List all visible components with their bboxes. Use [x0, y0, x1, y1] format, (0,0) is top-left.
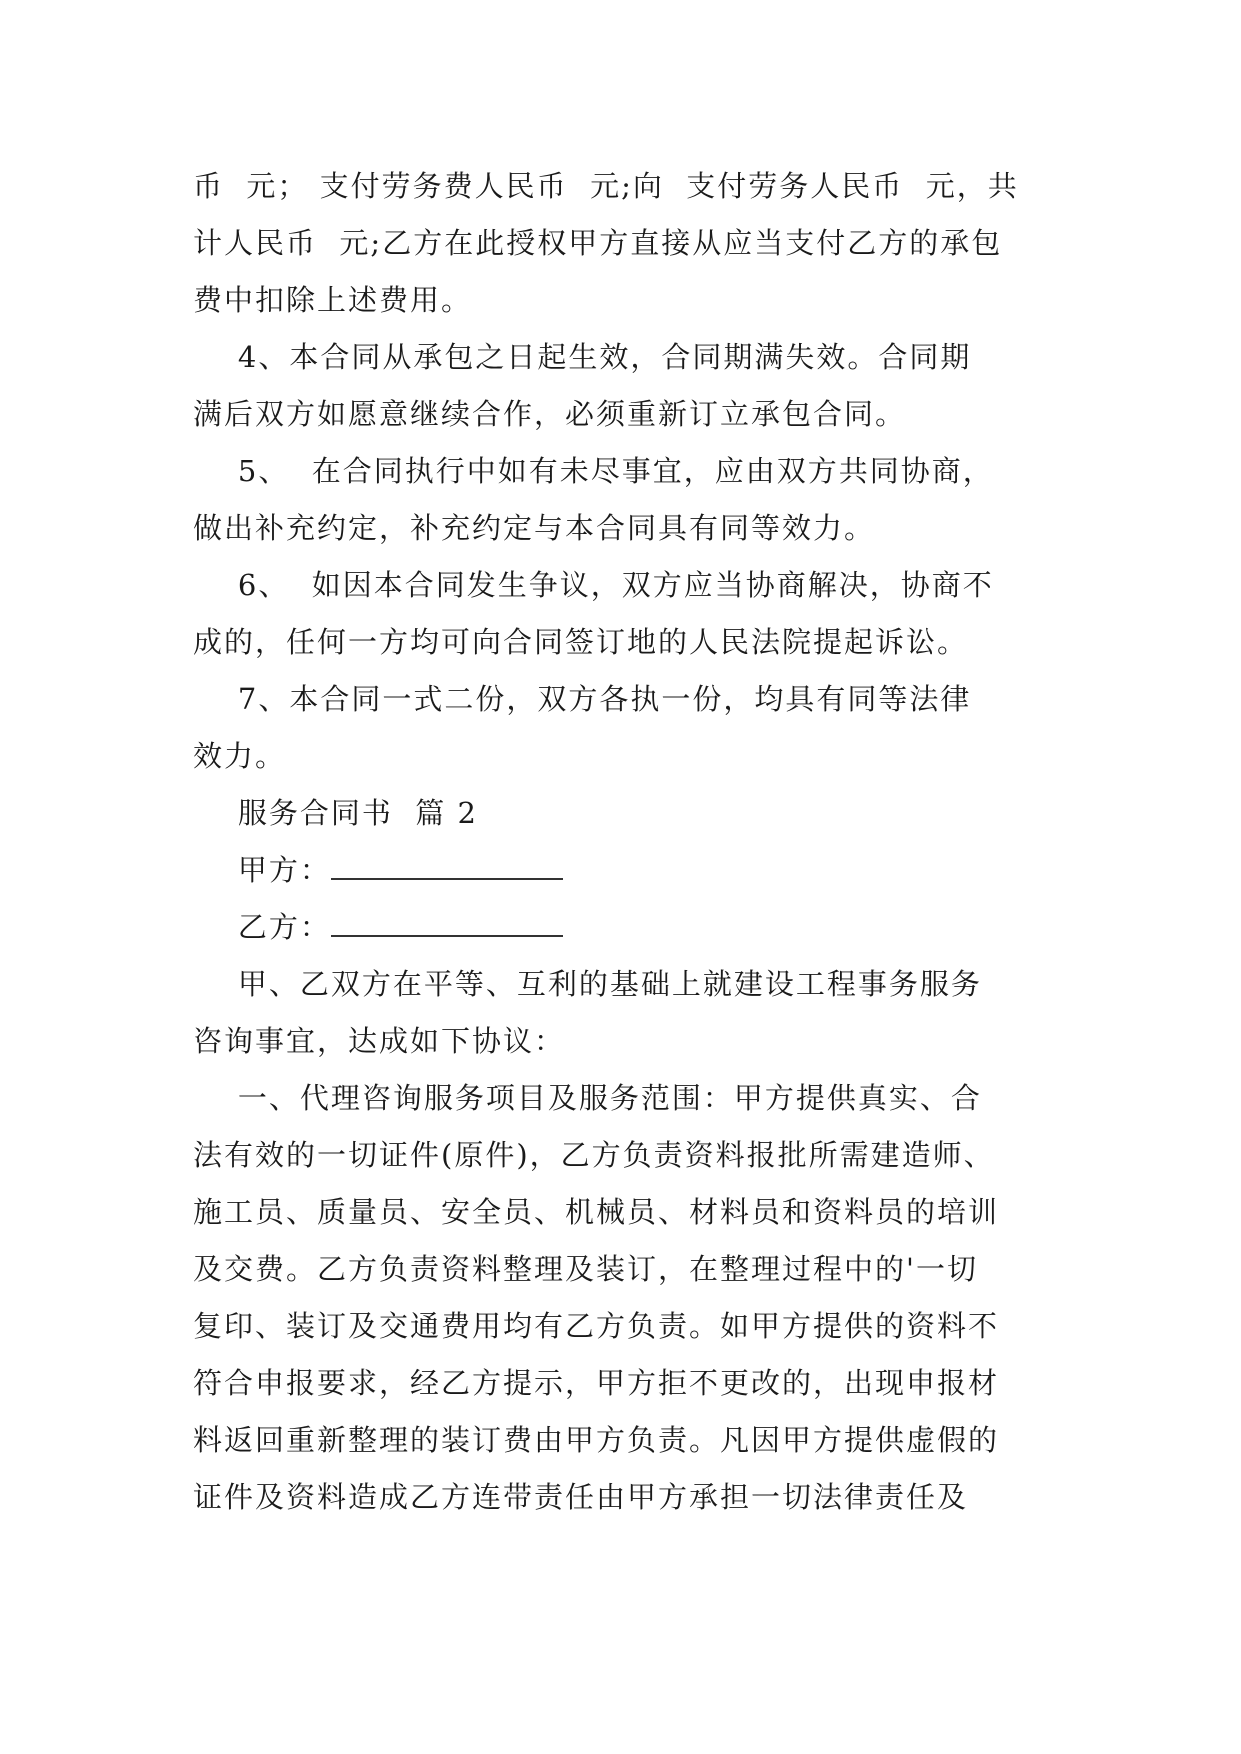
text-line: 7、本合同一式二份，双方各执一份，均具有同等法律 [193, 682, 972, 716]
party-a-blank [331, 856, 563, 880]
text-line: 符合申报要求，经乙方提示，甲方拒不更改的，出现申报材 [193, 1366, 1000, 1400]
text-line: 料返回重新整理的装订费由甲方负责。凡因甲方提供虚假的 [193, 1423, 1000, 1457]
text-line: 做出补充约定，补充约定与本合同具有同等效力。 [193, 511, 876, 545]
text-line: 复印、装订及交通费用均有乙方负责。如甲方提供的资料不 [193, 1309, 1000, 1343]
text-line: 一、代理咨询服务项目及服务范围：甲方提供真实、合 [193, 1081, 982, 1115]
text-line: 计人民币 元;乙方在此授权甲方直接从应当支付乙方的承包 [193, 226, 1003, 260]
text-line: 甲、乙双方在平等、互利的基础上就建设工程事务服务 [193, 967, 982, 1001]
text-line: 满后双方如愿意继续合作，必须重新订立承包合同。 [193, 397, 907, 431]
text-line: 币 元； 支付劳务费人民币 元;向 支付劳务人民币 元，共 [193, 169, 1019, 203]
text-line: 5、 在合同执行中如有未尽事宜，应由双方共同协商， [193, 454, 994, 488]
party-a-label: 甲方： [193, 853, 331, 887]
text-line: 效力。 [193, 739, 287, 773]
text-line: 成的，任何一方均可向合同签订地的人民法院提起诉讼。 [193, 625, 969, 659]
section-heading: 服务合同书 篇 2 [193, 796, 478, 830]
text-line: 证件及资料造成乙方连带责任由甲方承担一切法律责任及 [193, 1480, 969, 1514]
text-line: 咨询事宜，达成如下协议： [193, 1024, 566, 1058]
text-line: 法有效的一切证件(原件)，乙方负责资料报批所需建造师、 [193, 1138, 995, 1172]
text-line: 4、本合同从承包之日起生效，合同期满失效。合同期 [193, 340, 972, 374]
party-b-blank [331, 913, 563, 937]
party-b-line [193, 909, 1053, 945]
text-line: 及交费。乙方负责资料整理及装订，在整理过程中的'一切 [193, 1252, 978, 1286]
party-b-label: 乙方： [193, 910, 331, 944]
text-line: 费中扣除上述费用。 [193, 283, 473, 317]
text-line: 施工员、质量员、安全员、机械员、材料员和资料员的培训 [193, 1195, 1000, 1229]
party-a-line [193, 852, 1053, 888]
text-line: 6、 如因本合同发生争议，双方应当协商解决，协商不 [193, 568, 994, 602]
